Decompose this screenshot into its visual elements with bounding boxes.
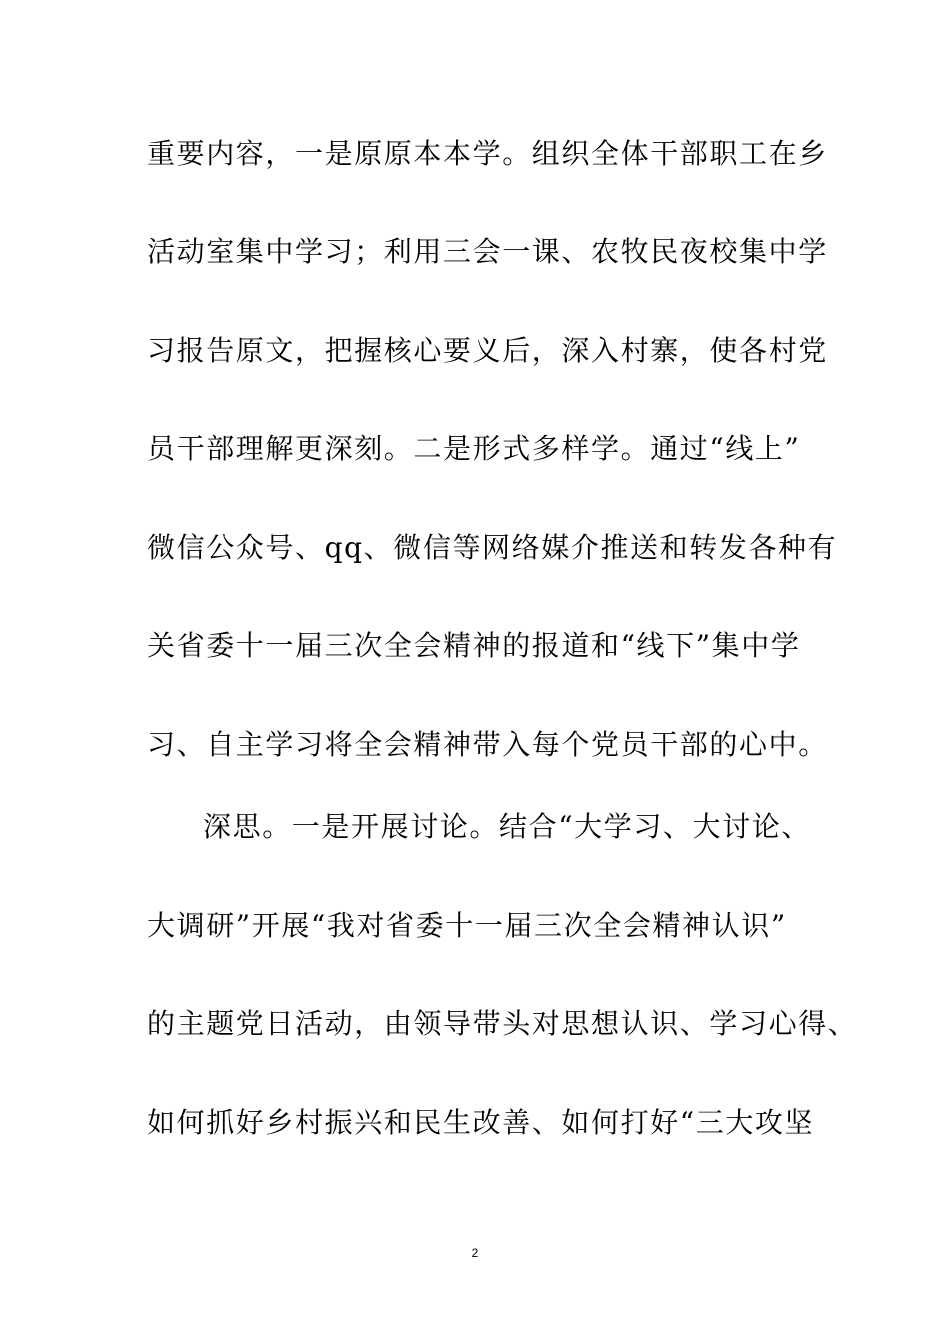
text-line-4: 员干部理解更深刻。二是形式多样学。通过“线上” (147, 432, 801, 465)
paragraph-start-line: 深思。一是开展讨论。结合“大学习、大讨论、 (203, 810, 811, 843)
text-line-5: 微信公众号、qq、微信等网络媒介推送和转发各种有 (147, 531, 838, 564)
text-line-10: 的主题党日活动，由领导带头对思想认识、学习心得、 (147, 1007, 858, 1040)
text-line-1: 重要内容，一是原原本本学。组织全体干部职工在乡 (147, 137, 828, 170)
text-line-6: 关省委十一届三次全会精神的报道和“线下”集中学 (147, 629, 801, 662)
text-line-9: 大调研”开展“我对省委十一届三次全会精神认识” (147, 909, 787, 942)
page-number: 2 (471, 1246, 479, 1260)
text-line-11: 如何抓好乡村振兴和民生改善、如何打好“三大攻坚 (147, 1106, 815, 1139)
text-line-7: 习、自主学习将全会精神带入每个党员干部的心中。 (147, 728, 828, 761)
text-line-3: 习报告原文，把握核心要义后，深入村寨，使各村党 (147, 334, 828, 367)
text-line-2: 活动室集中学习；利用三会一课、农牧民夜校集中学 (147, 235, 828, 268)
